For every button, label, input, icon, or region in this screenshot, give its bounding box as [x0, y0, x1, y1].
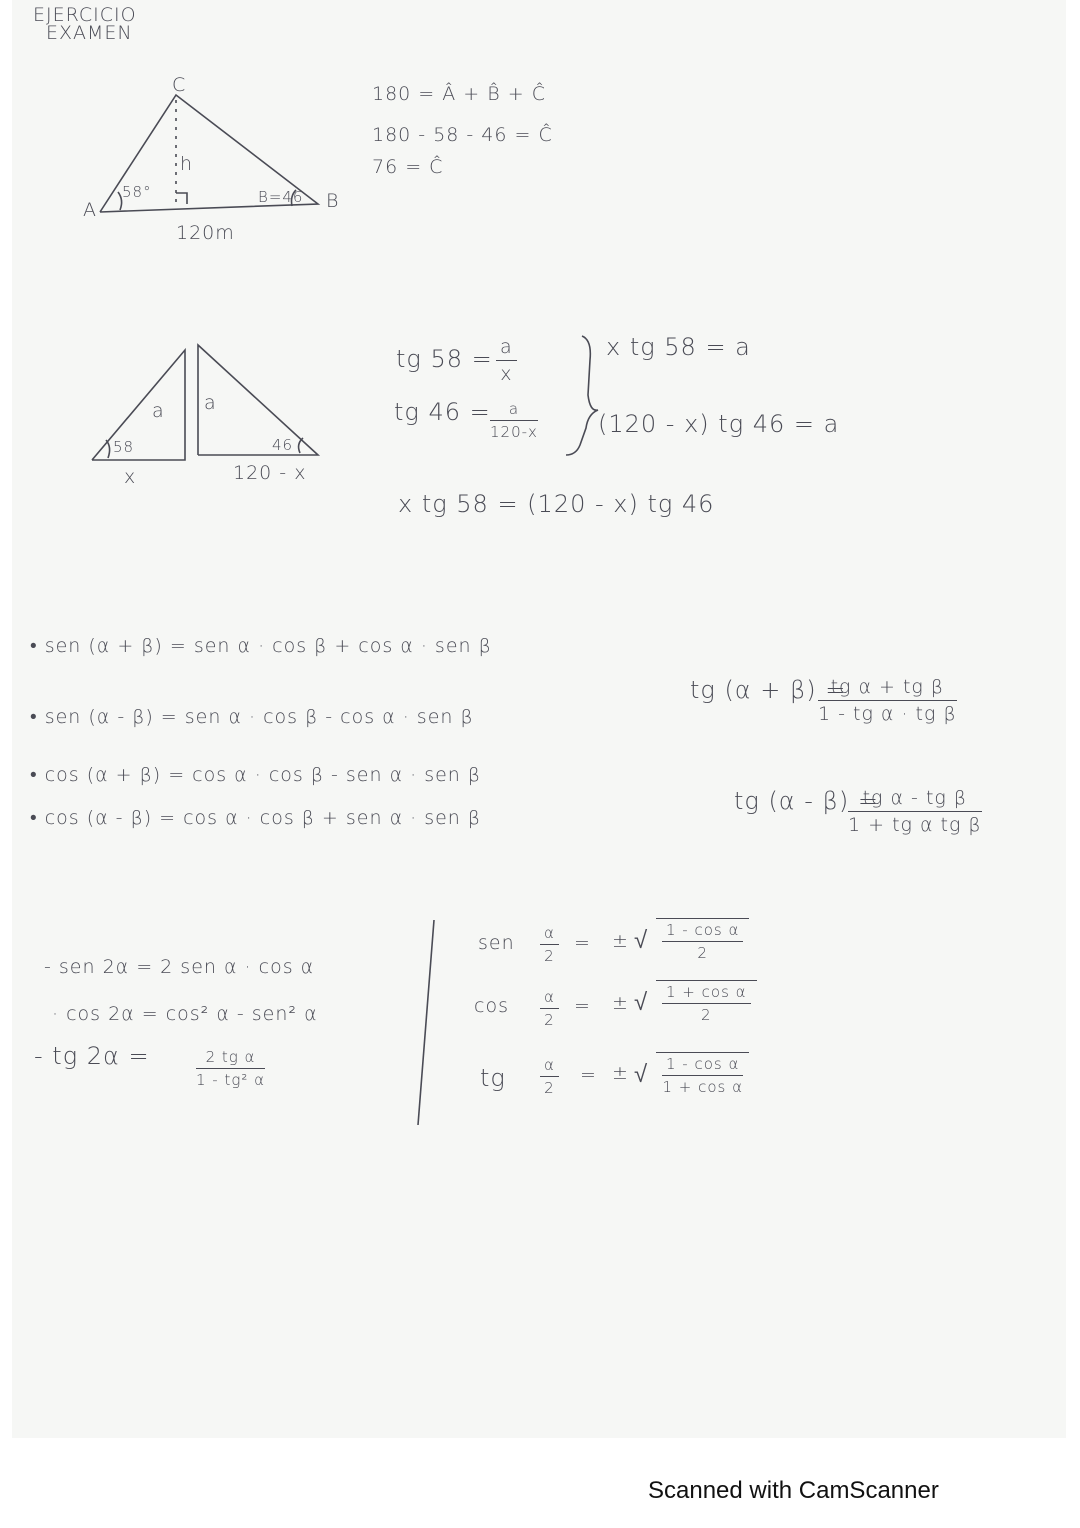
angle-a-label: 58°	[122, 183, 152, 201]
right-base-label: 120 - x	[233, 462, 307, 484]
root-sign-icon: √	[634, 1060, 649, 1088]
half-sen-rad-den: 2	[697, 944, 708, 962]
eq2-fraction	[490, 400, 538, 441]
tg-sum-denominator: 1 - tg α · tg β	[818, 703, 957, 725]
scanner-watermark: Scanned with CamScanner	[648, 1477, 939, 1504]
left-angle-label: 58	[113, 438, 135, 456]
angle-sum-line3: 76 = Ĉ	[372, 156, 444, 178]
half-sen-lhs: sen	[478, 932, 515, 954]
half-tg-lhs: tg	[480, 1064, 506, 1092]
left-base-label: x	[124, 466, 137, 488]
system-brace	[566, 336, 598, 455]
right-angle-mark	[176, 193, 187, 204]
header-exercise: EJERCICIO	[33, 4, 137, 26]
half-tg-eq: =	[580, 1064, 597, 1086]
eq1-fraction	[496, 336, 517, 385]
half-tg-root	[634, 1052, 814, 1112]
formula-cos-diff: • cos (α - β) = cos α · cos β + sen α · sen β	[30, 807, 482, 829]
system-result1: x tg 58 = a	[606, 333, 751, 361]
half-cos-lhs: cos	[474, 995, 509, 1017]
half-tg-fraction	[540, 1056, 559, 1097]
eq2-numerator: a	[490, 400, 538, 421]
half-cos-fraction	[540, 988, 559, 1029]
formula-tg-diff-fraction	[848, 787, 982, 836]
base-label: 120m	[176, 222, 235, 244]
system-result2: (120 - x) tg 46 = a	[598, 410, 840, 438]
header-exam: EXAMEN	[46, 22, 133, 44]
angle-b-label: B=46	[258, 188, 304, 206]
half-tg-rad-num: 1 - cos α	[662, 1055, 743, 1076]
formula-cos-sum: • cos (α + β) = cos α · cos β - sen α · sen β	[30, 764, 482, 786]
half-sen-den: 2	[544, 947, 555, 965]
vertex-a-label: A	[83, 199, 97, 221]
half-angle-divider	[418, 920, 434, 1125]
half-sen-fraction	[540, 924, 559, 965]
half-cos-num: α	[540, 988, 559, 1009]
half-sen-pm: ±	[612, 930, 629, 952]
tg-diff-numerator: tg α - tg β	[848, 787, 982, 812]
eq2-lhs: tg 46 =	[394, 398, 491, 426]
half-cos-rad-num: 1 + cos α	[662, 983, 751, 1004]
half-sen-rad-num: 1 - cos α	[662, 921, 743, 942]
half-sen-eq: =	[574, 932, 591, 954]
formula-sen-double: - sen 2α = 2 sen α · cos α	[44, 956, 315, 978]
eq2-denominator: 120-x	[490, 423, 538, 441]
root-sign-icon: √	[634, 926, 649, 954]
eq1-numerator: a	[496, 336, 517, 361]
half-sen-root	[634, 918, 814, 978]
formula-tg-sum-fraction	[818, 676, 957, 725]
formula-sen-diff: • sen (α - β) = sen α · cos β - cos α · sen β	[30, 706, 474, 728]
left-side-label: a	[152, 400, 165, 422]
half-cos-rad-den: 2	[701, 1006, 712, 1024]
half-tg-num: α	[540, 1056, 559, 1077]
right-side-label: a	[204, 392, 217, 414]
formula-cos-double: · cos 2α = cos² α - sen² α	[52, 1003, 318, 1025]
angle-sum-line2: 180 - 58 - 46 = Ĉ	[372, 124, 553, 146]
angle-sum-line1: 180 = Â + B̂ + Ĉ	[372, 83, 546, 105]
formula-tg-diff-lhs: tg (α - β) =	[734, 787, 879, 815]
tg-double-numerator: 2 tg α	[196, 1048, 265, 1069]
triangle-left-outline	[92, 350, 185, 460]
root-sign-icon: √	[634, 988, 649, 1016]
tg-double-denominator: 1 - tg² α	[196, 1071, 266, 1089]
tg-diff-denominator: 1 + tg α tg β	[848, 814, 982, 836]
half-cos-eq: =	[574, 995, 591, 1017]
half-cos-den: 2	[544, 1011, 555, 1029]
formula-sen-sum: • sen (α + β) = sen α · cos β + cos α · sen β	[30, 635, 492, 657]
right-angle-label: 46	[272, 436, 294, 454]
tg-sum-numerator: tg α + tg β	[818, 676, 957, 701]
eq1-denominator: x	[500, 363, 513, 385]
half-tg-pm: ±	[612, 1062, 629, 1084]
half-cos-pm: ±	[612, 992, 629, 1014]
half-sen-num: α	[540, 924, 559, 945]
half-tg-den: 2	[544, 1079, 555, 1097]
formula-tg-sum-lhs: tg (α + β) =	[690, 676, 847, 704]
system-combined: x tg 58 = (120 - x) tg 46	[398, 490, 715, 518]
height-label: h	[180, 153, 194, 175]
formula-tg-double-fraction	[196, 1048, 265, 1089]
vertex-c-label: C	[172, 74, 187, 96]
vertex-b-label: B	[326, 190, 340, 212]
half-cos-root	[634, 980, 814, 1040]
formula-tg-double-lhs: - tg 2α =	[34, 1042, 150, 1070]
half-tg-rad-den: 1 + cos α	[662, 1078, 743, 1096]
eq1-lhs: tg 58 =	[396, 345, 493, 373]
